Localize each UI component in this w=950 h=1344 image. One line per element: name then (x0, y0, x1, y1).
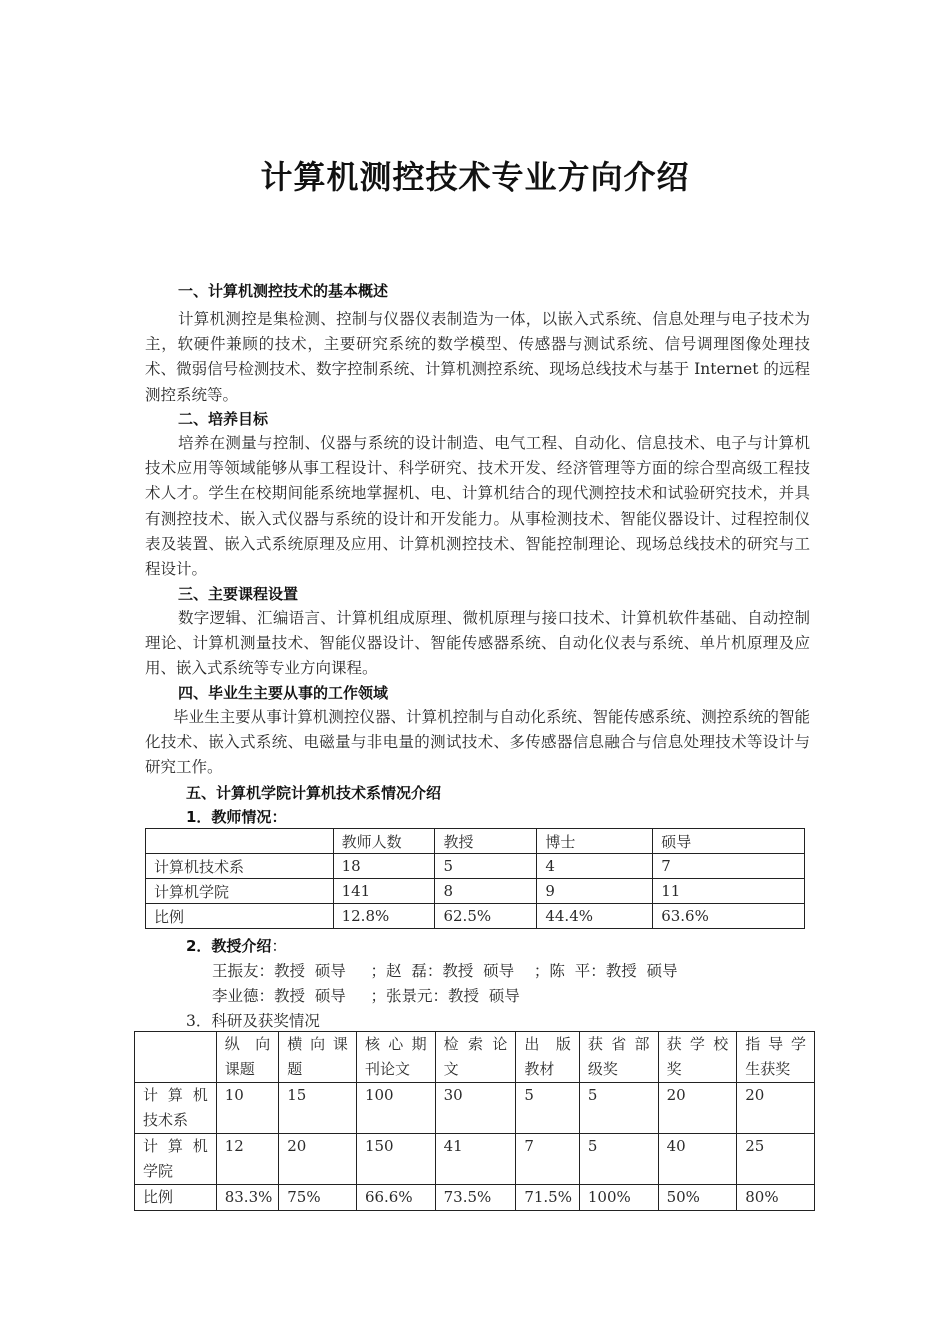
table-cell: 12.8% (333, 904, 435, 929)
table-header-cell: 检索论 文 (435, 1032, 516, 1083)
table-row-label: 计算机 学院 (135, 1134, 217, 1185)
table-cell: 8 (435, 879, 537, 904)
table-cell: 10 (216, 1083, 279, 1134)
table-row (135, 1185, 815, 1211)
table-header-cell: 核心期 刊论文 (356, 1032, 435, 1083)
table-header-cell: 获学校 奖 (658, 1032, 737, 1083)
table-row-label: 计算机 技术系 (135, 1083, 217, 1134)
table-cell: 66.6% (356, 1185, 435, 1211)
table-cell: 62.5% (435, 904, 537, 929)
professors-line-1: 王振友：教授 硕导 ；赵 磊：教授 硕导 ；陈 平：教授 硕导 (212, 962, 678, 980)
table-cell: 83.3% (216, 1185, 279, 1211)
table-cell: 71.5% (516, 1185, 580, 1211)
section-text-courses: 数字逻辑、汇编语言、计算机组成原理、微机原理与接口技术、计算机软件基础、自动控制理论、计算机测量技术、智能仪器设计、智能传感器系统、自动化仪表与系统、单片机原理及应用、嵌入式系统等专业方向课程。 (145, 609, 810, 678)
table-cell: 20 (737, 1083, 815, 1134)
table-header-cell: 教师人数 (333, 829, 435, 854)
table-header-cell: 横向课 题 (279, 1032, 357, 1083)
table-header-cell: 指导学 生获奖 (737, 1032, 815, 1083)
table-cell: 20 (658, 1083, 737, 1134)
subheading-research: 3．科研及获奖情况 (186, 1012, 320, 1030)
table-cell: 11 (653, 879, 805, 904)
section-text-goals: 培养在测量与控制、仪器与系统的设计制造、电气工程、自动化、信息技术、电子与计算机技术应用等领域能够从事工程设计、科学研究、技术开发、经济管理等方面的综合型高级工程技术人才。学生在校期间能系统地掌握机、电、计算机结合的现代测控技术和试验研究技术，并具有测控技术、嵌入式仪器与系统的设计和开发能力。从事检测技术、智能仪器设计、过程控制仪表及装置、嵌入式系统原理及应用、计算机测控技术、智能控制理论、现场总线技术的研究与工程设计。 (145, 434, 810, 579)
table-cell: 75% (279, 1185, 357, 1211)
table-header-row (135, 1032, 815, 1083)
table-cell: 40 (658, 1134, 737, 1185)
table-cell: 20 (279, 1134, 357, 1185)
table-header-cell: 博士 (537, 829, 653, 854)
table-cell: 9 (537, 879, 653, 904)
teachers-table (145, 828, 805, 929)
table-cell: 计算机学院 (146, 879, 334, 904)
research-table (134, 1031, 815, 1211)
table-cell: 100 (356, 1083, 435, 1134)
table-cell: 15 (279, 1083, 357, 1134)
table-cell: 44.4% (537, 904, 653, 929)
section-heading-department: 五、计算机学院计算机技术系情况介绍 (186, 784, 442, 802)
table-cell: 比例 (146, 904, 334, 929)
table-row (135, 1134, 815, 1185)
section-text-careers: 毕业生主要从事计算机测控仪器、计算机控制与自动化系统、智能传感系统、测控系统的智能化技术、嵌入式系统、电磁量与非电量的测试技术、多传感器信息融合与信息处理技术等设计与研究工作。 (145, 708, 810, 777)
table-cell (135, 1032, 217, 1083)
subheading-professors (186, 935, 286, 956)
table-cell: 7 (516, 1134, 580, 1185)
section-text-overview: 计算机测控是集检测、控制与仪器仪表制造为一体，以嵌入式系统、信息处理与电子技术为主，软硬件兼顾的技术，主要研究系统的数学模型、传感器与测试系统、信号调理图像处理技术、微弱信号检测技术、数字控制系统、计算机测控系统、现场总线技术与基于 Internet 的远程测控系统等。 (145, 310, 810, 404)
table-cell (146, 829, 334, 854)
table-cell: 73.5% (435, 1185, 516, 1211)
table-row (146, 904, 805, 929)
table-header-cell: 获省部 级奖 (579, 1032, 658, 1083)
table-header-cell: 纵 向 课题 (216, 1032, 279, 1083)
table-header-cell: 硕导 (653, 829, 805, 854)
table-row (135, 1083, 815, 1134)
table-row (146, 879, 805, 904)
subheading-professors-colon: ： (271, 937, 287, 955)
section-heading-courses: 三、主要课程设置 (178, 585, 299, 603)
table-row (146, 854, 805, 879)
table-cell: 7 (653, 854, 805, 879)
table-header-cell: 教授 (435, 829, 537, 854)
table-cell: 5 (579, 1134, 658, 1185)
table-cell: 5 (516, 1083, 580, 1134)
table-cell: 30 (435, 1083, 516, 1134)
section-heading-overview: 一、计算机测控技术的基本概述 (178, 282, 389, 300)
professors-line-2: 李业德：教授 硕导 ；张景元：教授 硕导 (212, 987, 520, 1005)
section-heading-goals: 二、培养目标 (178, 410, 269, 428)
table-cell: 12 (216, 1134, 279, 1185)
table-cell: 计算机技术系 (146, 854, 334, 879)
section-heading-careers: 四、毕业生主要从事的工作领域 (178, 684, 389, 702)
table-header-cell: 出 版 教材 (516, 1032, 580, 1083)
table-cell: 50% (658, 1185, 737, 1211)
table-cell: 25 (737, 1134, 815, 1185)
table-row-label: 比例 (135, 1185, 217, 1211)
table-cell: 80% (737, 1185, 815, 1211)
subheading-teachers: 1．教师情况： (186, 808, 287, 826)
table-cell: 141 (333, 879, 435, 904)
table-cell: 5 (579, 1083, 658, 1134)
table-cell: 5 (435, 854, 537, 879)
table-cell: 41 (435, 1134, 516, 1185)
table-header-row (146, 829, 805, 854)
subheading-professors-label: 2．教授介绍 (186, 937, 272, 955)
table-cell: 150 (356, 1134, 435, 1185)
table-cell: 4 (537, 854, 653, 879)
table-cell: 100% (579, 1185, 658, 1211)
table-cell: 18 (333, 854, 435, 879)
table-cell: 63.6% (653, 904, 805, 929)
page-title: 计算机测控技术专业方向介绍 (260, 158, 690, 196)
